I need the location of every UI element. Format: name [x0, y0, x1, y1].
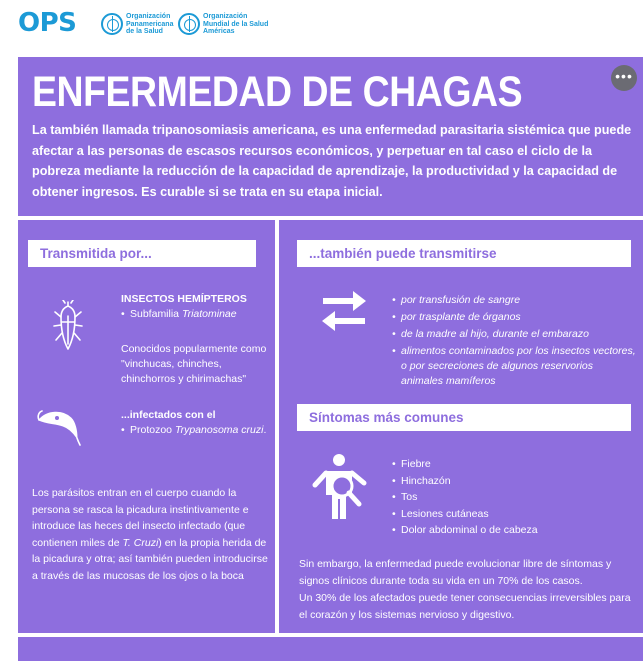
- exchange-arrows-icon: [321, 290, 367, 332]
- tambien-item: • de la madre al hijo, durante el embarazo: [392, 327, 637, 342]
- insect-title: INSECTOS HEMÍPTEROS: [121, 293, 247, 305]
- paho-logo[interactable]: [101, 13, 173, 36]
- symptom-item: • Hinchazón: [392, 473, 637, 490]
- sintomas-header: Síntomas más comunes: [297, 404, 631, 431]
- intro-paragraph: La también llamada tripanosomiasis americana, es una enfermedad parasitaria sistémica que puede afectar a las personas de escasos recursos económicos, y perpetuar en tal caso el ciclo de la pobreza mediante la reducción de la capacidad de aprendizaje, la productividad y la capacidad de obtener ingresos. Es curable si se trata en su etapa inicial.: [32, 123, 632, 199]
- tambien-list: [392, 293, 637, 389]
- known-as-text: Conocidos popularmente como "vinchucas, chinches, chinchorros y chirimachas": [121, 343, 267, 385]
- who-logo[interactable]: [178, 13, 268, 36]
- chagas-infographic: [18, 57, 643, 661]
- trypanosoma-parasite-icon: [37, 406, 81, 446]
- page-title: ENFERMEDAD DE CHAGAS: [32, 68, 523, 116]
- protozoo-item: • Protozoo Trypanosoma cruzi.: [121, 423, 271, 438]
- site-header: [0, 0, 643, 48]
- sintomas-note-2: Un 30% de los afectados puede tener consecuencias irreversibles para el corazón y los sistemas nervioso y digestivo.: [299, 592, 631, 621]
- tambien-item: • por transfusión de sangre: [392, 293, 637, 308]
- tambien-item: • alimentos contaminados por los insectos vectores, o por secreciones de algunos reservorios animales mamíferos: [392, 344, 637, 389]
- divider-top: [18, 216, 643, 220]
- insect-block: [121, 292, 271, 322]
- ops-logo[interactable]: OPS: [18, 8, 77, 38]
- divider-vertical: [275, 219, 279, 635]
- who-emblem-icon: [178, 13, 200, 35]
- parasites-paragraph: Los parásitos entran en el cuerpo cuando la persona se rasca la picadura instintivamente e introduce las heces del insecto infectado (que contienen miles de T. Cruzi) en la propia herida de la picadura y otra; así también pueden introducirse a través de las mucosas de los ojos o la boca: [32, 487, 268, 582]
- triatomine-bug-icon: [52, 300, 84, 352]
- infected-block: [121, 408, 271, 438]
- tambien-header: ...también puede transmitirse: [297, 240, 631, 267]
- symptom-item: • Dolor abdominal o de cabeza: [392, 522, 637, 539]
- sintomas-list: [392, 456, 637, 539]
- who-name: Organización Mundial de la Salud Américas: [203, 13, 269, 35]
- insect-subfamily: • Subfamilia Triatominae: [121, 307, 271, 322]
- tambien-item: • por trasplante de órganos: [392, 310, 637, 325]
- divider-bottom: [18, 633, 643, 637]
- paho-name: Organización Panamericana de la Salud: [126, 13, 174, 35]
- more-options-button[interactable]: •••: [611, 65, 637, 91]
- symptom-item: • Lesiones cutáneas: [392, 506, 637, 523]
- sintomas-note: [299, 556, 639, 624]
- person-magnifier-icon: [312, 453, 372, 521]
- paho-emblem-icon: [101, 13, 123, 35]
- transmitida-header: Transmitida por...: [28, 240, 256, 267]
- infected-title: ...infectados con el: [121, 409, 216, 421]
- sintomas-note-1: Sin embargo, la enfermedad puede evolucionar libre de síntomas y signos clínicos durante toda su vida en un 70% de los casos.: [299, 558, 612, 587]
- symptom-item: • Tos: [392, 489, 637, 506]
- symptom-item: • Fiebre: [392, 456, 637, 473]
